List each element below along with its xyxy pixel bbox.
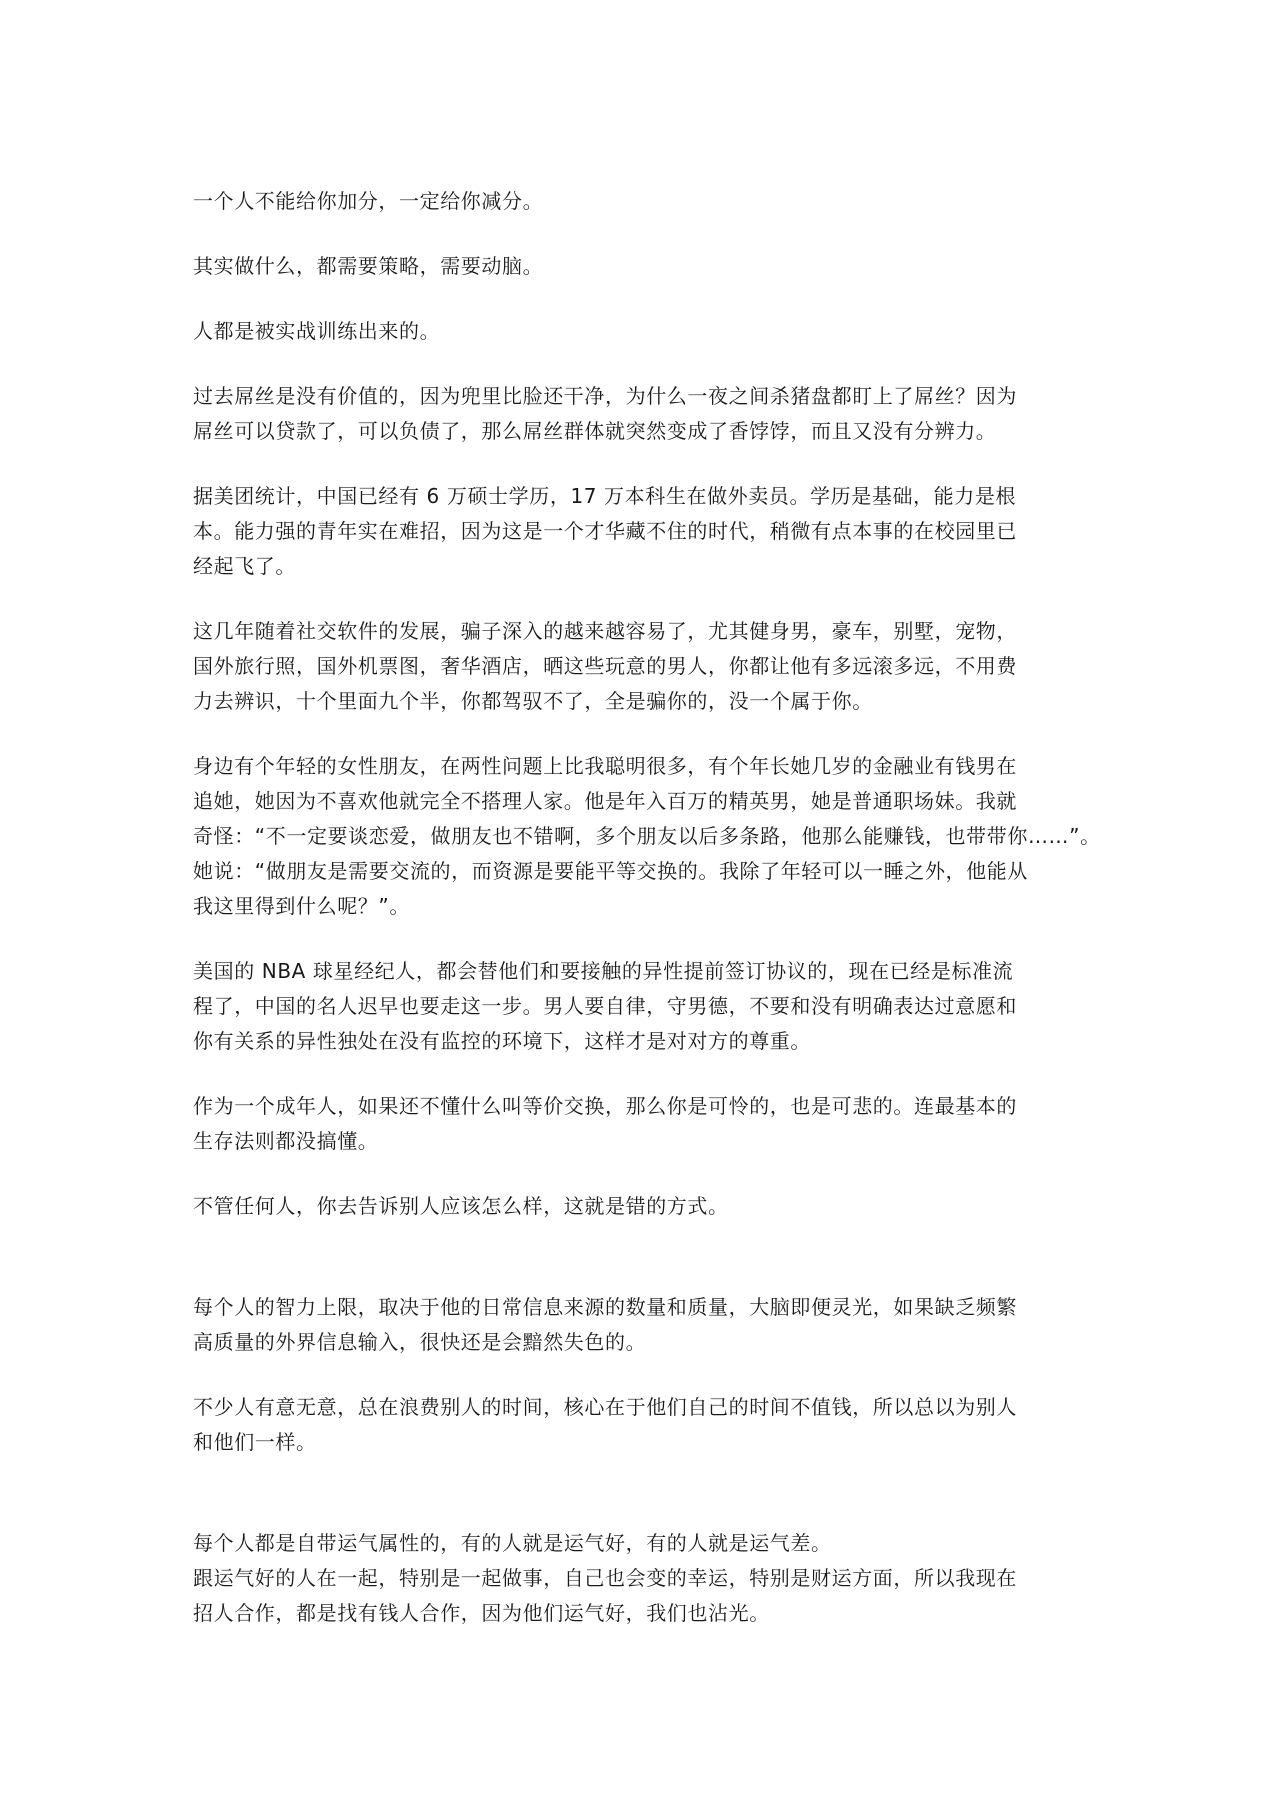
paragraph bbox=[193, 379, 1093, 449]
paragraph-line: 高质量的外界信息输入，很快还是会黯然失色的。 bbox=[193, 1330, 647, 1354]
paragraph bbox=[193, 614, 1093, 719]
paragraph-line: 本。能力强的青年实在难招，因为这是一个才华藏不住的时代，稍微有点本事的在校园里已 bbox=[193, 519, 1017, 543]
paragraph-line: 其实做什么，都需要策略，需要动脑。 bbox=[193, 254, 544, 278]
paragraph-line: 国外旅行照，国外机票图，奢华酒店，晒这些玩意的男人，你都让他有多远滚多远，不用费 bbox=[193, 654, 1017, 678]
paragraph-line: 招人合作，都是找有钱人合作，因为他们运气好，我们也沾光。 bbox=[193, 1601, 770, 1625]
paragraph-line: 跟运气好的人在一起，特别是一起做事，自己也会变的幸运，特别是财运方面，所以我现在 bbox=[193, 1566, 1017, 1590]
paragraph-line: 屌丝可以贷款了，可以负债了，那么屌丝群体就突然变成了香饽饽，而且又没有分辨力。 bbox=[193, 419, 997, 443]
paragraph bbox=[193, 1189, 1093, 1224]
paragraph-line: 美国的 NBA 球星经纪人，都会替他们和要接触的异性提前签订协议的，现在已经是标准流 bbox=[193, 959, 1014, 983]
paragraph-line: 奇怪：“不一定要谈恋爱，做朋友也不错啊，多个朋友以后多条路，他那么能赚钱，也带带你……”。 bbox=[193, 824, 1101, 848]
paragraph-line: 不管任何人，你去告诉别人应该怎么样，这就是错的方式。 bbox=[193, 1194, 729, 1218]
paragraph bbox=[193, 314, 1093, 349]
paragraph bbox=[193, 184, 1093, 219]
paragraph bbox=[193, 954, 1093, 1059]
paragraph-line: 经起飞了。 bbox=[193, 554, 296, 578]
paragraph-line: 生存法则都没搞懂。 bbox=[193, 1129, 379, 1153]
paragraph-line: 力去辨识，十个里面九个半，你都驾驭不了，全是骗你的，没一个属于你。 bbox=[193, 689, 873, 713]
paragraph-line: 过去屌丝是没有价值的，因为兜里比脸还干净，为什么一夜之间杀猪盘都盯上了屌丝？因为 bbox=[193, 384, 1017, 408]
paragraph bbox=[193, 1089, 1093, 1159]
paragraph bbox=[193, 749, 1101, 924]
paragraph-line: 据美团统计，中国已经有 6 万硕士学历，17 万本科生在做外卖员。学历是基础，能力是根 bbox=[193, 484, 1017, 508]
paragraph-line: 人都是被实战训练出来的。 bbox=[193, 319, 441, 343]
paragraph-line: 程了，中国的名人迟早也要走这一步。男人要自律，守男德，不要和没有明确表达过意愿和 bbox=[193, 994, 1017, 1018]
paragraph bbox=[193, 479, 1093, 584]
paragraph-line: 不少人有意无意，总在浪费别人的时间，核心在于他们自己的时间不值钱，所以总以为别人 bbox=[193, 1395, 1017, 1419]
paragraph bbox=[193, 249, 1093, 284]
paragraph-line: 这几年随着社交软件的发展，骗子深入的越来越容易了，尤其健身男，豪车，别墅，宠物， bbox=[193, 619, 1017, 643]
paragraph bbox=[193, 1390, 1093, 1460]
paragraph-line: 身边有个年轻的女性朋友，在两性问题上比我聪明很多，有个年长她几岁的金融业有钱男在 bbox=[193, 754, 1017, 778]
paragraph-line: 你有关系的异性独处在没有监控的环境下，这样才是对对方的尊重。 bbox=[193, 1029, 811, 1053]
paragraph-line: 每个人都是自带运气属性的，有的人就是运气好，有的人就是运气差。 bbox=[193, 1531, 832, 1555]
paragraph-line: 和他们一样。 bbox=[193, 1430, 317, 1454]
document-body bbox=[193, 184, 1101, 1661]
paragraph-line: 她说：“做朋友是需要交流的，而资源是要能平等交换的。我除了年轻可以一睡之外，他能从 bbox=[193, 859, 1028, 883]
paragraph-line: 我这里得到什么呢？”。 bbox=[193, 894, 410, 918]
paragraph-line: 作为一个成年人，如果还不懂什么叫等价交换，那么你是可怜的，也是可悲的。连最基本的 bbox=[193, 1094, 1017, 1118]
paragraph-line: 一个人不能给你加分，一定给你减分。 bbox=[193, 189, 544, 213]
paragraph-line: 追她，她因为不喜欢他就完全不搭理人家。他是年入百万的精英男，她是普通职场妹。我就 bbox=[193, 789, 1017, 813]
paragraph bbox=[193, 1290, 1093, 1360]
paragraph bbox=[193, 1526, 1093, 1631]
paragraph-line: 每个人的智力上限，取决于他的日常信息来源的数量和质量，大脑即便灵光，如果缺乏频繁 bbox=[193, 1295, 1017, 1319]
